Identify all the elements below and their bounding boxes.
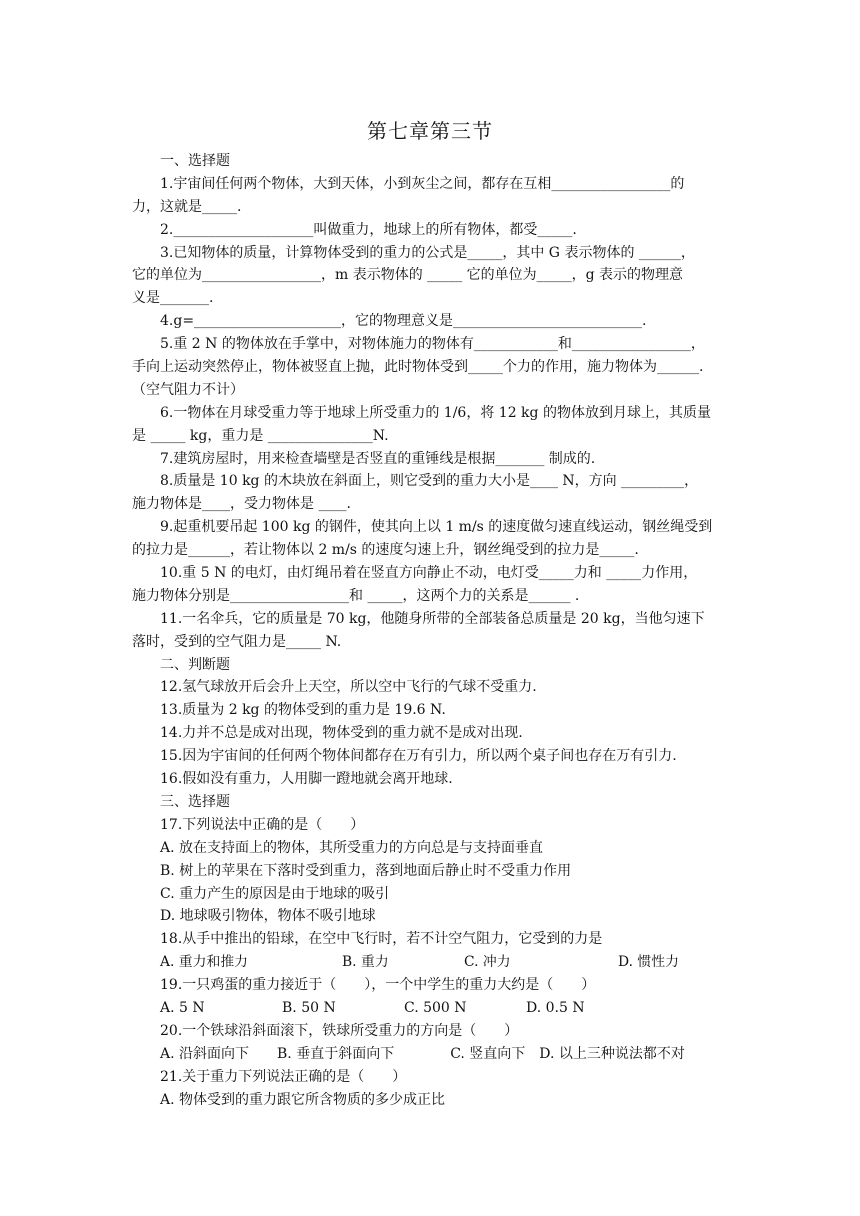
text-line: 它的单位为_________________，m 表示物体的 _____ 它的单位为_____，g 表示的物理意 — [132, 267, 684, 284]
text-line: 的拉力是______，若让物体以 2 m/s 的速度匀速上升，钢丝绳受到的拉力是_____. — [132, 542, 639, 559]
text-line: 13.质量为 2 kg 的物体受到的重力是 19.6 N. — [160, 702, 446, 719]
text-line: 二、判断题 — [160, 656, 230, 673]
text-line: 1.宇宙间任何两个物体，大到天体，小到灰尘之间，都存在互相_________________的 — [160, 175, 685, 192]
text-line: 施力物体是____，受力物体是 ____. — [132, 496, 351, 513]
text-line: 2.____________________叫做重力，地球上的所有物体，都受_____. — [160, 221, 577, 238]
text-line: 手向上运动突然停止，物体被竖直上抛，此时物体受到_____个力的作用，施力物体为______. — [132, 359, 704, 376]
text-line: 20.一个铁球沿斜面滚下，铁球所受重力的方向是（ ） — [160, 1022, 519, 1039]
text-line: 21.关于重力下列说法正确的是（ ） — [160, 1068, 407, 1085]
text-line: B. 树上的苹果在下落时受到重力，落到地面后静止时不受重力作用 — [160, 862, 572, 879]
text-line: 是 _____ kg，重力是 _______________N. — [132, 427, 389, 444]
text-line: 5.重 2 N 的物体放在手掌中，对物体施力的物体有____________和_________________， — [160, 336, 705, 353]
text-line: 10.重 5 N 的电灯，由灯绳吊着在竖直方向静止不动，电灯受_____力和 _____力作用， — [160, 565, 698, 582]
option-item: D. 惯性力 — [618, 954, 679, 971]
text-line: 7.建筑房屋时，用来检查墙壁是否竖直的重锤线是根据_______ 制成的. — [160, 450, 596, 467]
document-body — [132, 150, 732, 1111]
text-line: 力，这就是_____. — [132, 198, 242, 215]
text-line: 8.质量是 10 kg 的木块放在斜面上，则它受到的重力大小是____ N，方向 _________， — [160, 473, 699, 490]
text-line: 4.g=_____________________，它的物理意义是___________________________. — [160, 313, 647, 330]
text-line: （空气阻力不计） — [132, 381, 244, 398]
page-title: 第七章第三节 — [367, 119, 493, 143]
text-line: C. 重力产生的原因是由于地球的吸引 — [160, 885, 390, 902]
text-line: D. 地球吸引物体，物体不吸引地球 — [160, 908, 376, 925]
text-line: 19.一只鸡蛋的重力接近于（ ），一个中学生的重力大约是（ ） — [160, 977, 596, 994]
option-item: D. 0.5 N — [526, 999, 585, 1016]
text-line: 9.起重机要吊起 100 kg 的钢件，使其向上以 1 m/s 的速度做匀速直线运动，钢丝绳受到 — [160, 519, 713, 536]
text-line: 11.一名伞兵，它的质量是 70 kg，他随身所带的全部装备总质量是 20 kg，当他匀速下 — [160, 610, 705, 627]
option-row — [132, 951, 732, 974]
option-item: C. 冲力 — [464, 954, 511, 971]
text-line: 15.因为宇宙间的任何两个物体间都存在万有引力，所以两个桌子间也存在万有引力. — [160, 748, 677, 765]
option-item: C. 500 N — [404, 999, 467, 1016]
text-line: 12.氢气球放开后会升上天空，所以空中飞行的气球不受重力. — [160, 679, 537, 696]
text-line: 17.下列说法中正确的是（ ） — [160, 816, 365, 833]
text-line: A. 沿斜面向下 B. 垂直于斜面向下 C. 竖直向下 D. 以上三种说法都不对 — [160, 1045, 685, 1062]
option-item: B. 50 N — [282, 999, 336, 1016]
text-line: 16.假如没有重力，人用脚一蹬地就会离开地球. — [160, 771, 453, 788]
text-line: 三、选择题 — [160, 793, 230, 810]
text-line: 18.从手中推出的铅球，在空中飞行时，若不计空气阻力，它受到的力是 — [160, 931, 603, 948]
text-line: 6.一物体在月球受重力等于地球上所受重力的 1/6，将 12 kg 的物体放到月球上，其质量 — [160, 404, 711, 421]
text-line: 3.已知物体的质量，计算物体受到的重力的公式是_____，其中 G 表示物体的 ______， — [160, 244, 695, 261]
text-line: A. 放在支持面上的物体，其所受重力的方向总是与支持面垂直 — [160, 839, 544, 856]
text-line: 14.力并不总是成对出现，物体受到的重力就不是成对出现. — [160, 725, 523, 742]
text-line: 落时，受到的空气阻力是_____ N. — [132, 633, 342, 650]
text-line: 义是_______. — [132, 290, 214, 307]
text-line: A. 物体受到的重力跟它所含物质的多少成正比 — [160, 1091, 446, 1108]
option-row — [132, 997, 732, 1020]
text-line: 施力物体分别是_________________和 _____，这两个力的关系是______ . — [132, 587, 580, 604]
option-item: B. 重力 — [342, 954, 389, 971]
option-item: A. 5 N — [160, 999, 205, 1016]
text-line: 一、选择题 — [160, 153, 230, 169]
option-item: A. 重力和推力 — [160, 954, 249, 971]
